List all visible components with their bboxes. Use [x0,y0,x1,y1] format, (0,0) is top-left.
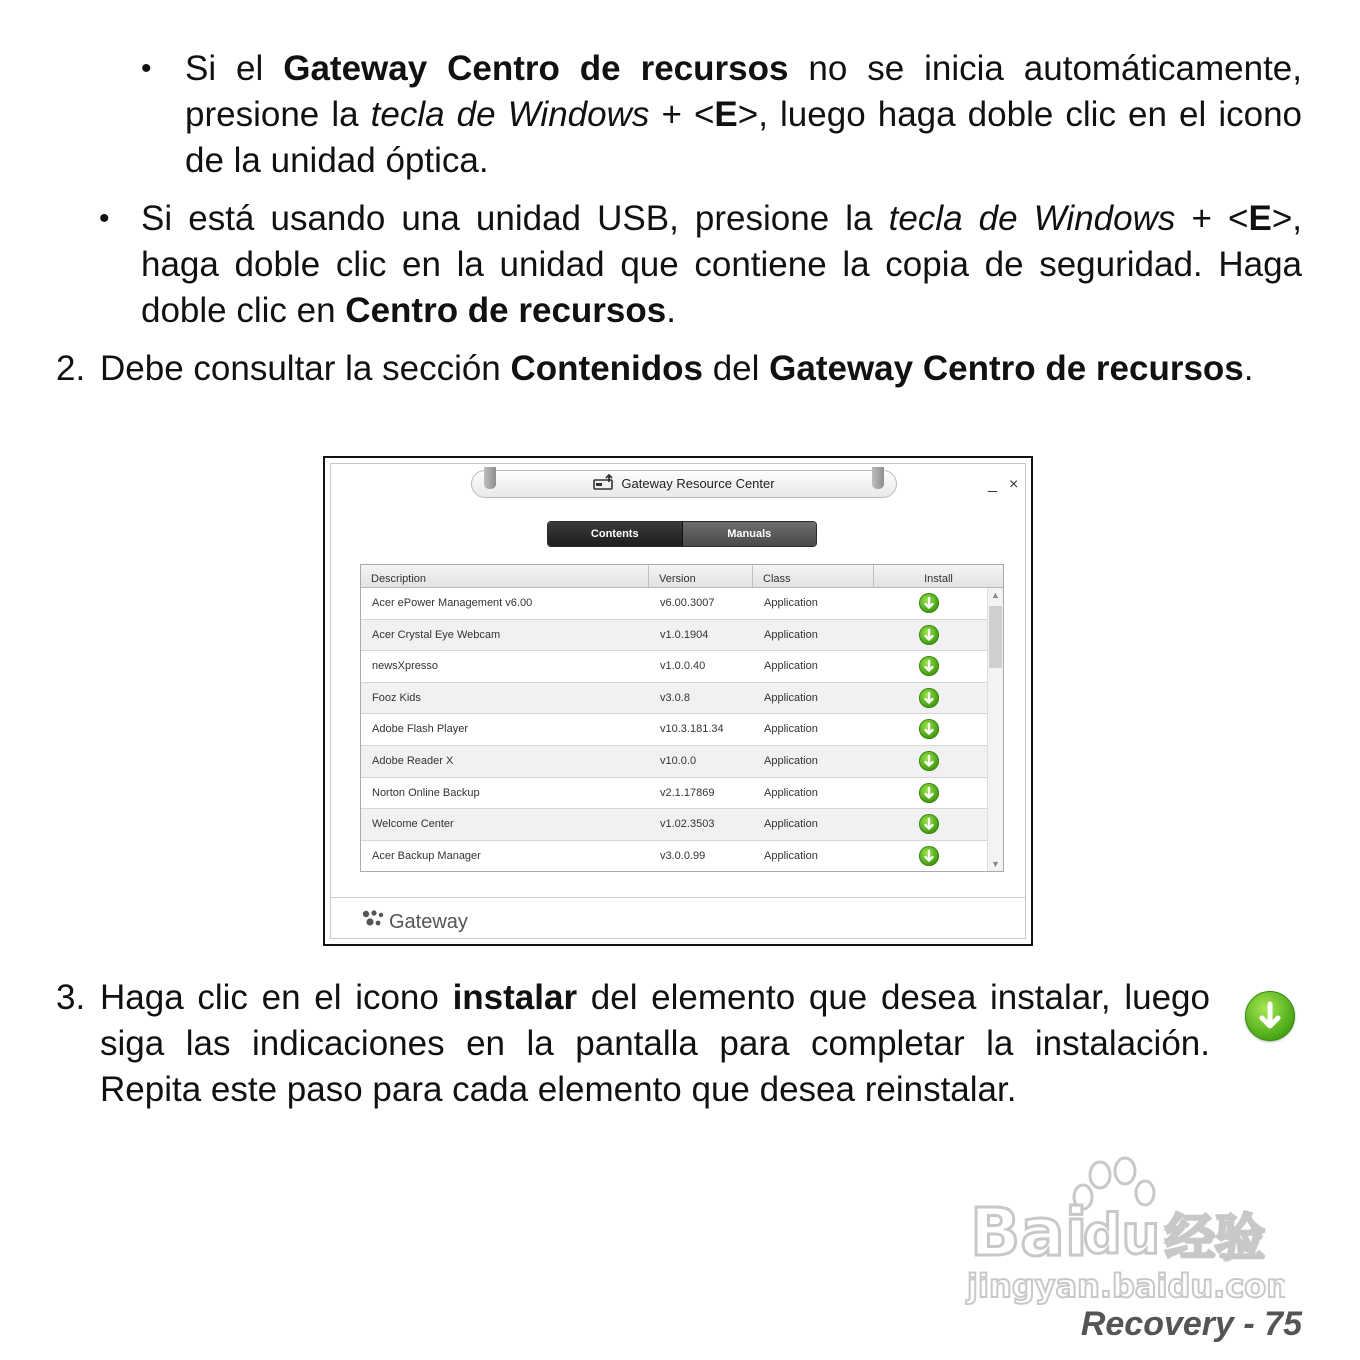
download-arrow-icon [919,751,939,771]
step-2-paragraph: Debe consultar la sección Contenidos del Gateway Centro de recursos. [100,349,1254,388]
bullet-marker: • [99,202,110,235]
row-class: Application [764,660,818,673]
table-row[interactable] [361,620,987,652]
column-header-description[interactable]: Description [361,565,649,587]
footer-section: Recovery - [1080,1305,1265,1343]
row-description: Norton Online Backup [372,786,480,799]
bullet-marker: • [141,52,152,85]
page-footer [1081,1305,1302,1344]
row-description: Welcome Center [372,818,454,831]
table-row[interactable] [361,746,987,778]
row-class: Application [764,786,818,799]
step-number: 2. [56,349,86,388]
scroll-down-icon[interactable]: ▼ [991,859,1000,869]
download-arrow-icon [919,625,939,645]
footer-divider [331,897,1025,898]
scroll-up-icon[interactable]: ▲ [991,590,1000,600]
install-button[interactable] [919,846,939,866]
table-row[interactable] [361,778,987,810]
gateway-logo [361,909,468,935]
install-button[interactable] [919,656,939,676]
column-header-install[interactable]: Install [924,573,953,585]
bullet-paragraph-2: Si está usando una unidad USB, presione la tecla de Windows + <E>, haga doble clic en la unidad que contiene la copia de seguridad. Haga doble clic en Centro de recursos. [141,199,1302,330]
download-arrow-icon [919,719,939,739]
row-version: v10.0.0 [660,754,697,767]
install-button[interactable] [919,783,939,803]
baidu-watermark [965,1155,1285,1305]
download-arrow-icon [919,688,939,708]
row-version: v10.3.181.34 [660,723,724,736]
install-button[interactable] [919,814,939,834]
app-screenshot [323,456,1033,946]
row-description: Acer ePower Management v6.00 [372,597,533,609]
close-button[interactable]: × [1009,476,1019,493]
row-version: v1.0.1904 [660,628,709,641]
row-class: Application [764,818,818,831]
row-class: Application [764,628,818,641]
table-row[interactable] [361,683,987,715]
step-number: 3. [56,978,86,1017]
table-body [361,588,1003,872]
minimize-button[interactable]: _ [988,476,997,493]
row-class: Application [764,723,818,736]
install-button[interactable] [919,688,939,708]
row-class: Application [764,849,818,862]
install-icon [1245,991,1295,1041]
table-header [361,565,1003,588]
download-arrow-icon [919,656,939,676]
row-class: Application [764,597,818,609]
install-button[interactable] [919,719,939,739]
download-arrow-icon [919,593,939,613]
row-version: v1.02.3503 [660,818,715,831]
row-version: v6.00.3007 [660,597,715,609]
column-header-version[interactable]: Version [649,565,753,587]
table-row[interactable] [361,588,987,620]
row-class: Application [764,691,818,704]
svg-text:jingyan.baidu.com: jingyan.baidu.com [967,1267,1285,1305]
row-version: v3.0.8 [660,691,690,704]
download-arrow-icon [919,846,939,866]
scrollbar[interactable] [987,588,1003,871]
table-row[interactable] [361,714,987,746]
app-window [330,463,1026,939]
svg-text:du: du [1083,1203,1161,1266]
page-number: 75 [1264,1305,1302,1343]
install-button[interactable] [919,625,939,645]
row-description: Fooz Kids [372,691,421,704]
baidu-paw-icon [965,1155,1285,1305]
hanger-handle [872,467,884,489]
table-row[interactable] [361,809,987,841]
row-description: Adobe Reader X [372,754,454,767]
column-header-class[interactable]: Class [753,565,874,587]
applications-table [360,564,1004,872]
tab-manuals[interactable]: Manuals [683,522,817,546]
install-button[interactable] [919,593,939,613]
download-arrow-icon [919,783,939,803]
step-3-paragraph-a: Haga clic en el icono instalar del elemento que desea instalar, luego siga las indicaciones en la pantalla para completar la instalación. Repita este paso para cada elemento que desea reinstalar. [100,978,1210,1109]
table-row[interactable] [361,651,987,683]
table-row[interactable] [361,841,987,872]
gateway-spots-icon [361,909,385,935]
resource-center-icon [593,473,615,499]
install-button[interactable] [919,751,939,771]
tab-switcher [547,521,817,547]
hanger-handle [484,467,496,489]
row-description: newsXpresso [372,660,439,673]
title-bar [471,470,897,498]
svg-text:经验: 经验 [1165,1209,1265,1267]
row-version: v3.0.0.99 [660,849,706,862]
row-version: v2.1.17869 [660,786,715,799]
bullet-paragraph-1: Si el Gateway Centro de recursos no se inicia automáticamente, presione la tecla de Windows + <E>, luego haga doble clic en el icono de la unidad óptica. [185,49,1303,180]
svg-text:Bai: Bai [970,1194,1088,1271]
row-version: v1.0.0.40 [660,660,706,673]
download-arrow-icon [919,814,939,834]
gateway-logo-text: Gateway [389,910,468,933]
row-description: Acer Backup Manager [372,849,481,862]
tab-contents[interactable]: Contents [548,522,683,546]
scroll-thumb[interactable] [989,606,1002,668]
row-description: Adobe Flash Player [372,723,468,736]
row-description: Acer Crystal Eye Webcam [372,628,501,641]
row-class: Application [764,754,818,767]
window-title: Gateway Resource Center [621,476,775,491]
